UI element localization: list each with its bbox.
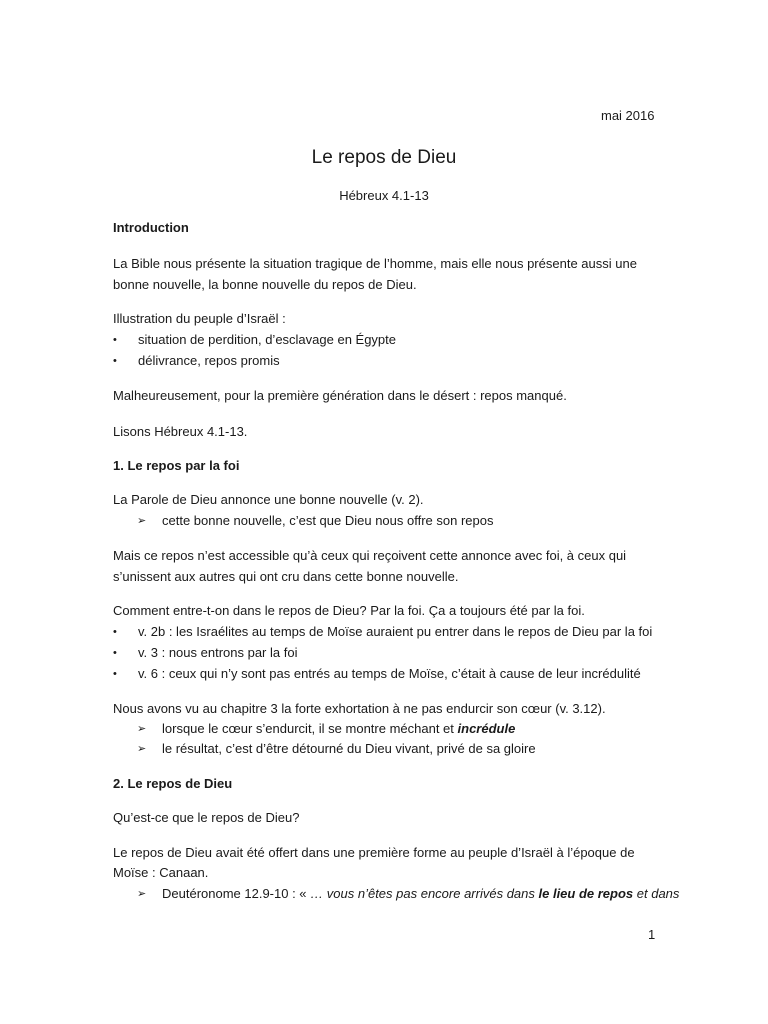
list-item: situation de perdition, d’esclavage en Égypte [138,332,397,347]
bullet-icon: • [113,626,117,638]
quote-text: et dans [633,886,680,901]
list-item-text: lorsque le cœur s’endurcit, il se montre méchant et [162,721,458,736]
document-date: mai 2016 [601,108,655,123]
paragraph-line: Le repos de Dieu avait été offert dans une première forme au peuple d’Israël à l’époque de [113,845,635,860]
list-item: le résultat, c’est d’être détourné du Dieu vivant, privé de sa gloire [162,741,536,756]
list-item: v. 2b : les Israélites au temps de Moïse auraient pu entrer dans le repos de Dieu par la foi [138,624,653,639]
paragraph-line: Moïse : Canaan. [113,865,209,880]
bullet-icon: • [113,355,117,367]
arrow-bullet-icon: ➢ [137,743,147,755]
paragraph-line: Mais ce repos n’est accessible qu’à ceux qui reçoivent cette annonce avec foi, à ceux qui [113,548,627,563]
list-item: v. 6 : ceux qui n’y sont pas entrés au temps de Moïse, c’était à cause de leur incrédulité [138,666,641,681]
paragraph: Lisons Hébreux 4.1-13. [113,424,248,439]
intro-paragraph-line: La Bible nous présente la situation tragique de l’homme, mais elle nous présente aussi une [113,256,637,271]
page-subtitle: Hébreux 4.1-13 [339,188,429,203]
quote-text: … vous n’êtes pas encore arrivés dans [310,886,539,901]
page-number: 1 [648,927,656,942]
paragraph: Qu’est-ce que le repos de Dieu? [113,810,300,825]
section-heading: 2. Le repos de Dieu [113,776,233,791]
bullet-icon: • [113,647,117,659]
arrow-bullet-icon: ➢ [137,888,147,900]
section-heading: 1. Le repos par la foi [113,458,240,473]
list-item [162,721,515,737]
paragraph: Nous avons vu au chapitre 3 la forte exhortation à ne pas endurcir son cœur (v. 3.12). [113,701,606,716]
list-item: cette bonne nouvelle, c’est que Dieu nous offre son repos [162,513,494,528]
intro-heading: Introduction [113,220,189,235]
paragraph: Malheureusement, pour la première génération dans le désert : repos manqué. [113,388,567,403]
bullet-icon: • [113,334,117,346]
arrow-bullet-icon: ➢ [137,723,147,735]
emphasis-text: incrédule [457,721,516,736]
page-title: Le repos de Dieu [311,147,457,168]
emphasis-text: le lieu de repos [538,886,634,901]
scripture-reference: Deutéronome 12.9-10 : « [162,886,311,901]
list-item [162,886,679,902]
paragraph: Comment entre-t-on dans le repos de Dieu? Par la foi. Ça a toujours été par la foi. [113,603,585,618]
arrow-bullet-icon: ➢ [137,515,147,527]
bullet-icon: • [113,668,117,680]
paragraph: La Parole de Dieu annonce une bonne nouvelle (v. 2). [113,492,424,507]
intro-paragraph-line: bonne nouvelle, la bonne nouvelle du repos de Dieu. [113,277,417,292]
list-item: délivrance, repos promis [138,353,280,368]
paragraph-line: s’unissent aux autres qui ont cru dans cette bonne nouvelle. [113,569,459,584]
illustration-line: Illustration du peuple d’Israël : [113,311,286,326]
list-item: v. 3 : nous entrons par la foi [138,645,298,660]
